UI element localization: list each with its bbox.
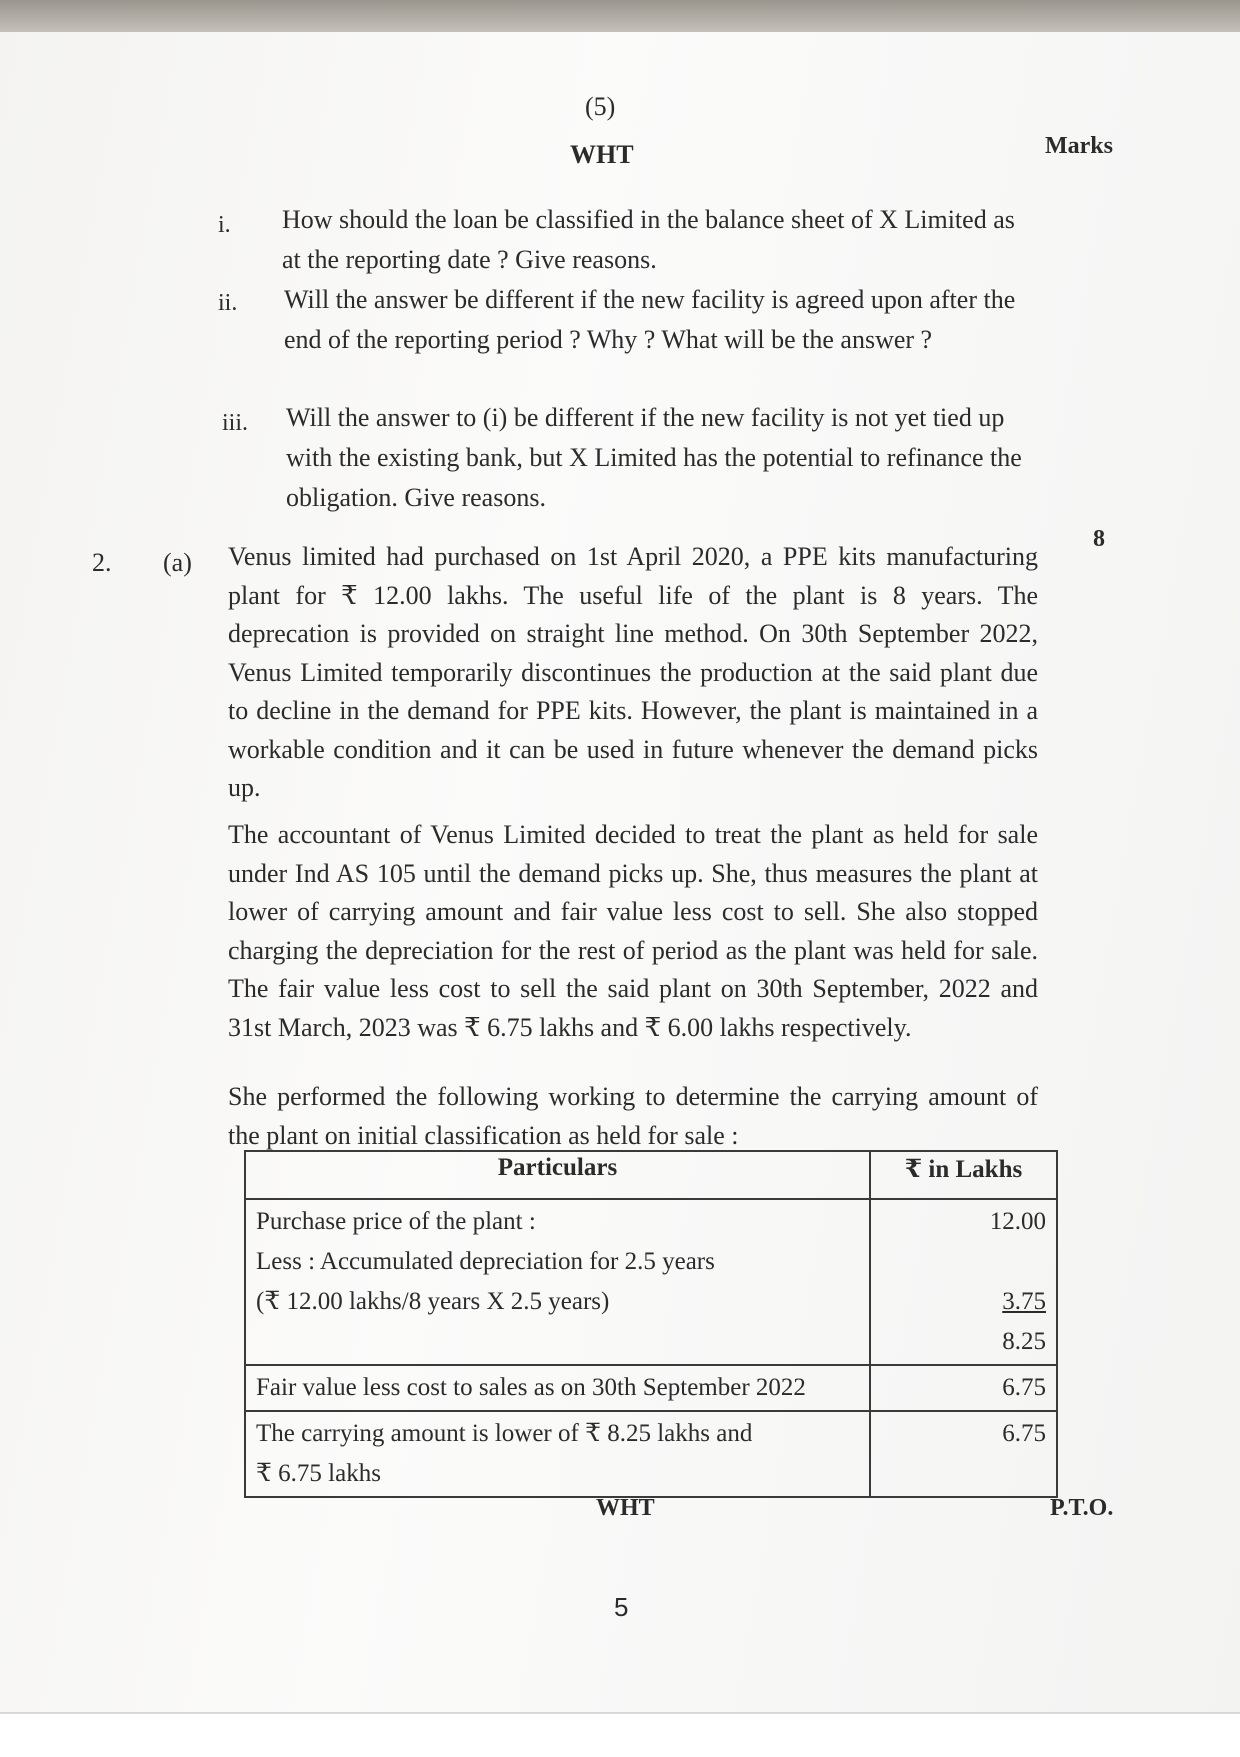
scan-top-edge bbox=[0, 0, 1240, 36]
table-header: Particulars bbox=[245, 1151, 870, 1199]
table-cell: Fair value less cost to sales as on 30th September 2022 bbox=[256, 1374, 806, 1401]
table-value: 6.75 bbox=[1002, 1420, 1046, 1447]
table-row bbox=[245, 1199, 1057, 1365]
table-value: 12.00 bbox=[989, 1208, 1046, 1235]
table-header: ₹ in Lakhs bbox=[870, 1151, 1057, 1199]
subq-number: i. bbox=[218, 212, 231, 238]
footer-pto: P.T.O. bbox=[1050, 1495, 1114, 1521]
table-value: 3.75 bbox=[1002, 1288, 1046, 1315]
subq-text: Will the answer to (i) be different if the new facility is not yet tied up with the existing bank, but X Limited has the potential to refinance the obligation. Give reasons. bbox=[286, 403, 1022, 512]
table-cell: (₹ 12.00 lakhs/8 years X 2.5 years) bbox=[256, 1288, 610, 1315]
subq-text: How should the loan be classified in the balance sheet of X Limited as at the reporting date ? Give reasons. bbox=[282, 205, 1015, 274]
question-number: 2. bbox=[92, 548, 112, 577]
marks-heading: Marks bbox=[1045, 133, 1113, 159]
subq-text: Will the answer be different if the new facility is agreed upon after the end of the reporting period ? Why ? What will be the answer ? bbox=[284, 285, 1016, 354]
working-table bbox=[244, 1150, 1058, 1498]
table-cell: Less : Accumulated depreciation for 2.5 years bbox=[256, 1248, 715, 1275]
table-cell: ₹ 6.75 lakhs bbox=[256, 1460, 381, 1487]
scan-bottom-edge bbox=[0, 1712, 1240, 1757]
question-marks: 8 bbox=[1093, 526, 1105, 552]
footer-code: WHT bbox=[596, 1495, 655, 1521]
table-row bbox=[245, 1411, 1057, 1497]
question-part: (a) bbox=[163, 548, 192, 577]
question-paragraph: The accountant of Venus Limited decided to treat the plant as held for sale under Ind AS 105 until the demand picks up. She, thus measures the plant at lower of carrying amount and fair value less cost to sell. She also stopped charging the depreciation for the rest of period as the plant was held for sale. The fair value less cost to sell the said plant on 30th September, 2022 and 31st March, 2023 was ₹ 6.75 lakhs and ₹ 6.00 lakhs respectively. bbox=[228, 820, 1038, 1042]
table-value: 6.75 bbox=[1002, 1374, 1046, 1401]
page-number: 5 bbox=[614, 1592, 629, 1622]
subq-number: iii. bbox=[222, 410, 249, 436]
subq-number: ii. bbox=[218, 290, 238, 316]
question-paragraph: Venus limited had purchased on 1st April 2020, a PPE kits manufacturing plant for ₹ 12.00 lakhs. The useful life of the plant is 8 years. The deprecation is provided on straight line method. On 30th September 2022, Venus Limited temporarily discontinues the production at the said plant due to decline in the demand for PPE kits. However, the plant is maintained in a workable condition and it can be used in future whenever the demand picks up. bbox=[228, 542, 1038, 802]
header-code: WHT bbox=[570, 140, 634, 169]
table-cell: Purchase price of the plant : bbox=[256, 1208, 536, 1235]
question-paragraph: She performed the following working to determine the carrying amount of the plant on initial classification as held for sale : bbox=[228, 1082, 1038, 1150]
table-row bbox=[245, 1365, 1057, 1411]
table-value: 8.25 bbox=[1002, 1328, 1046, 1355]
table-cell: The carrying amount is lower of ₹ 8.25 lakhs and bbox=[256, 1420, 753, 1447]
page-label: (5) bbox=[585, 92, 616, 121]
